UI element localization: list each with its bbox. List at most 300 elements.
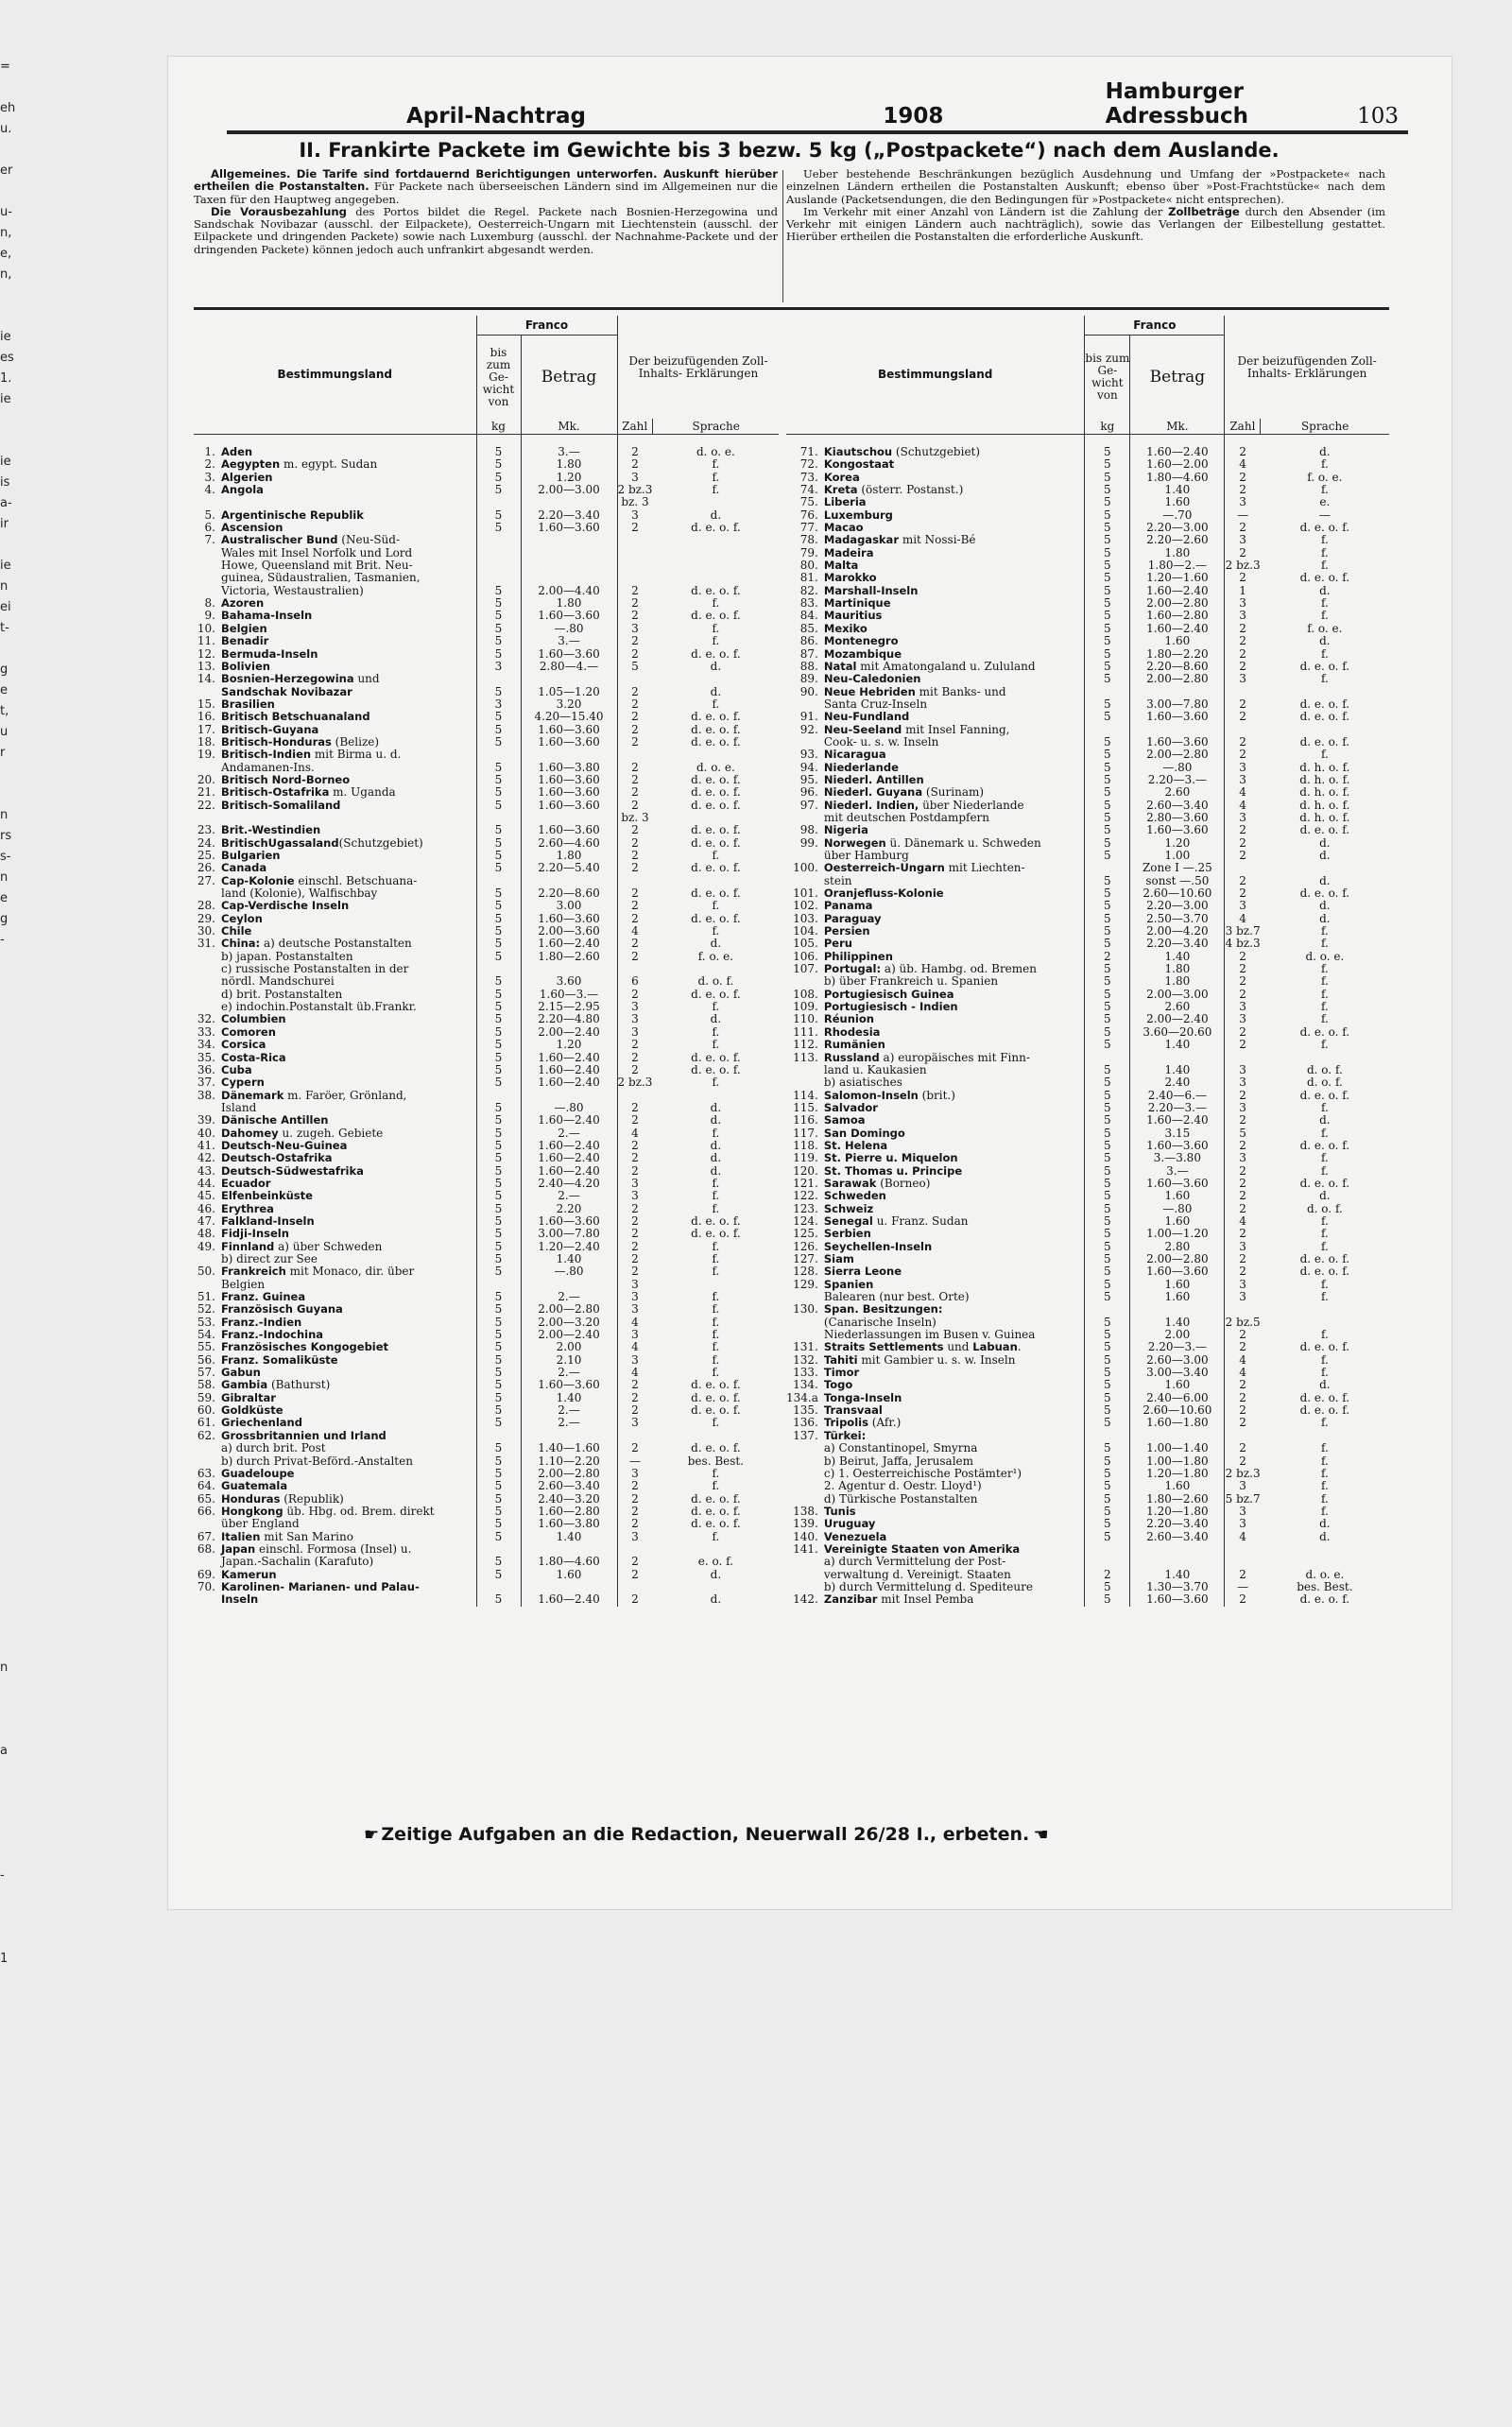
table-row [194,496,779,508]
amount-mk: 2.60—10.60 [1130,887,1225,900]
weight-kg: 5 [476,1367,521,1379]
table-row [194,1556,779,1568]
table-row [194,610,779,622]
amount-mk: 2.60—3.40 [521,1480,617,1492]
destination [219,1556,476,1568]
country-name: BritischUgassaland [221,835,339,850]
country-name: Marokko [823,571,877,585]
edge-fragment [0,2198,21,2219]
row-number: 56. [197,1352,215,1367]
weight-kg: 5 [1085,850,1130,862]
declaration-count: 2 [1239,1328,1246,1342]
weight-kg: 5 [476,585,521,597]
weight-kg [476,534,521,546]
country-name: Belgien [221,621,267,635]
row-number: 24. [197,835,215,850]
amount-mk: 1.60—3.60 [1130,736,1225,749]
table-row [786,1392,1389,1404]
edge-fragment [0,1616,21,1637]
declaration-count: 2 [631,911,639,925]
weight-kg: 5 [1085,975,1130,988]
country-detail: a) üb. Hambg. od. Bremen [881,962,1037,976]
declaration-language: d. e. o. f. [691,1050,741,1064]
declaration-count: 2 [631,1201,639,1215]
row-number: 95. [799,772,818,786]
declaration-language: d. e. o. f. [1299,1403,1350,1418]
declaration-count: 2 [1239,646,1246,661]
row-number: 13. [197,659,215,673]
declaration-count: 2 [1239,1340,1246,1354]
row-number: 92. [799,722,818,736]
amount-mk [521,749,617,761]
amount-mk: 1.60—2.40 [521,1152,617,1164]
table-row [194,989,779,1001]
row-number: 15. [197,697,215,711]
weight-kg: 5 [476,435,521,459]
country-name: Straits Settlements [823,1340,944,1354]
destination [822,800,1085,812]
declaration-count: 2 [631,1038,639,1052]
edge-fragment: n, [0,267,12,282]
declaration-count: 3 [1239,1290,1246,1304]
country-name: Senegal [823,1214,873,1228]
destination [219,749,476,761]
declaration-language: d. [1319,1517,1331,1531]
amount-mk: 2.00—3.60 [521,925,617,938]
country-name: Oranjefluss-Kolonie [823,886,944,901]
row-number [194,547,219,559]
table-row [194,1593,779,1606]
amount-mk: 1.40 [1130,951,1225,963]
amount-mk: 2.— [521,1404,617,1417]
destination [219,1531,476,1543]
country-name: Marshall-Inseln [823,583,919,597]
amount-mk: 1.60—2.80 [521,1506,617,1518]
intro-left-column [194,168,778,256]
country-detail: Victoria, Westaustralien) [221,583,364,597]
declaration-language: d. [710,1163,722,1178]
edge-fragment [0,2385,21,2406]
weight-kg [1085,686,1130,698]
destination [822,1127,1085,1140]
destination [822,1076,1085,1089]
declaration-language: f. [1320,1151,1329,1165]
country-name: Britisch Betschuanaland [221,710,370,724]
weight-kg: 5 [476,837,521,850]
row-number [194,1102,219,1114]
table-row [786,1001,1389,1013]
weight-kg: 5 [1085,1165,1130,1178]
destination [219,1303,476,1316]
weight-kg: 5 [476,458,521,471]
destination [822,1329,1085,1341]
country-detail: Andamanen-Ins. [221,760,315,774]
amount-mk: 1.60 [521,1569,617,1581]
edge-fragment [0,1429,21,1450]
country-detail: mit Banks- und [915,684,1006,698]
edge-fragment: n [0,579,9,594]
table-row [786,1203,1389,1215]
row-number [194,559,219,572]
declaration-language [1261,686,1389,698]
table-row [786,951,1389,963]
table-row [786,774,1389,786]
row-number: 85. [799,621,818,635]
row-number: 12. [197,646,215,661]
edge-fragment [0,306,21,327]
weight-kg: 5 [1085,1404,1130,1417]
country-name: Guadeloupe [221,1466,295,1480]
declaration-language: f. [712,1302,720,1317]
country-detail: 2. Agentur d. Oestr. Lloyd¹) [823,1479,982,1493]
weight-kg: 5 [1085,800,1130,812]
amount-mk: 1.60 [1130,1215,1225,1228]
edge-fragment [0,1845,21,1866]
declaration-count: 4 [1239,1529,1246,1543]
amount-mk [1130,686,1225,698]
country-name: Neu-Seeland [823,722,902,736]
country-name: Deutsch-Neu-Guinea [221,1138,348,1152]
declaration-language: f. [1320,987,1329,1001]
amount-mk: 2.20 [521,1203,617,1215]
country-detail: b) japan. Postanstalten [221,949,353,963]
destination [822,1455,1085,1468]
table-row [786,1165,1389,1178]
country-name: Togo [823,1378,853,1392]
weight-kg: 5 [1085,1468,1130,1480]
declaration-language: f. [1320,533,1329,547]
row-number [194,686,219,698]
country-detail: einschl. Betschuana- [294,873,418,887]
table-row [194,484,779,496]
destination [822,597,1085,610]
declaration-count: 2 [1239,571,1246,585]
destination [219,472,476,484]
table-row [194,1228,779,1240]
weight-kg: 5 [1085,572,1130,584]
declaration-count [617,963,652,975]
amount-mk: 2.50—3.70 [1130,913,1225,925]
table-row [194,1102,779,1114]
weight-kg: 3 [476,698,521,711]
header-bis-zum: bis zum Ge- wicht von [476,336,521,420]
intro-bold: Die Vorausbezahlung [211,204,347,218]
declaration-count: 2 [631,684,639,698]
declaration-count: 3 [631,1024,639,1039]
declaration-language: f. [1320,1227,1329,1241]
table-row [786,749,1389,761]
destination [822,749,1085,761]
destination [219,887,476,900]
running-head [227,79,1408,134]
edge-fragment: ie [0,330,11,344]
weight-kg: 5 [1085,1480,1130,1492]
amount-mk: 2.— [521,1291,617,1303]
destination [822,1392,1085,1404]
country-name: Japan [221,1541,256,1556]
row-number [786,1569,822,1581]
edge-fragment [0,1242,21,1263]
declaration-language: e. [1319,495,1331,509]
country-name: Französisch Guyana [221,1302,343,1317]
weight-kg: 5 [476,1265,521,1278]
declaration-language: f. [1320,1366,1329,1380]
declaration-language: f. [712,1126,720,1140]
declaration-count: 2 [631,823,639,837]
weight-kg: 5 [476,1518,521,1530]
declaration-count: 2 [631,760,639,774]
declaration-language [652,875,779,887]
destination [822,484,1085,496]
edge-fragment [0,1824,21,1845]
table-row [786,1303,1389,1316]
declaration-count: 2 [1239,962,1246,976]
declaration-language [652,1279,779,1291]
row-number: 78. [799,533,818,547]
header-bestimmungsland: Bestimmungsland [786,316,1085,435]
destination [822,610,1085,622]
row-number [194,951,219,963]
destination [822,1593,1085,1606]
country-detail: Island [221,1100,257,1114]
declaration-language: f. [712,1000,720,1014]
table-row [786,1531,1389,1543]
edge-fragment: g [0,912,9,926]
declaration-count: 2 [1239,823,1246,837]
destination [219,1329,476,1341]
destination [822,837,1085,850]
destination [219,724,476,736]
declaration-count: bz. 3 [621,810,649,824]
row-number: 60. [197,1403,215,1418]
table-row [194,1455,779,1468]
declaration-count [617,1430,652,1442]
table-body [194,435,779,1607]
weight-kg [476,1430,521,1442]
row-number: 118. [793,1138,818,1152]
amount-mk: 1.60—1.80 [1130,1417,1225,1429]
row-number: 142. [793,1592,818,1607]
destination [219,698,476,711]
declaration-count: 3 [631,1302,639,1317]
weight-kg: 5 [1085,1013,1130,1025]
row-number: 115. [793,1100,818,1114]
edge-fragment [0,1533,21,1554]
country-name: China: [221,937,261,951]
amount-mk [1130,1303,1225,1316]
country-name: Bulgarien [221,849,281,862]
weight-kg: 2 [1085,1569,1130,1581]
amount-mk: 1.60—3.80 [521,762,617,774]
edge-fragment: 1 [0,1952,9,1966]
country-name: Samoa [823,1113,866,1127]
row-number: 137. [793,1428,818,1442]
declaration-language: d. [710,659,722,673]
country-detail: Balearen (nur best. Orte) [823,1290,970,1304]
amount-mk: sonst —.50 [1130,875,1225,887]
country-detail: d) brit. Postanstalten [221,987,343,1001]
country-name: San Domingo [823,1126,905,1140]
table-row [194,648,779,661]
weight-kg: 5 [1085,673,1130,685]
declaration-count: 2 [631,710,639,724]
weight-kg: 5 [476,774,521,786]
declaration-language: d. e. o. f. [1299,521,1350,535]
declaration-count [617,534,652,546]
weight-kg: 5 [476,1253,521,1265]
table-row [194,875,779,887]
country-name: Argentinische Republik [221,508,364,522]
weight-kg: 5 [476,938,521,950]
declaration-count: 2 [1239,1189,1246,1203]
declaration-count [617,1543,652,1556]
declaration-count: 3 [631,1328,639,1342]
intro-paragraph [786,206,1385,244]
declaration-language: f. [1320,962,1329,976]
country-name: Britisch-Honduras [221,734,332,749]
country-name: Portugiesisch Guinea [823,987,954,1001]
row-number: 2. [204,457,215,472]
table-row [786,435,1389,459]
amount-mk: 2.00—2.80 [1130,597,1225,610]
destination [219,963,476,975]
declaration-language: d. h. o. f. [1299,772,1350,786]
destination [822,547,1085,559]
amount-mk: 1.60—2.40 [521,938,617,950]
country-name: Britisch-Ostafrika [221,785,330,800]
country-detail: (Surinam) [922,785,985,800]
country-name: Britisch Nord-Borneo [221,772,351,786]
weight-kg: 5 [1085,1392,1130,1404]
weight-kg: 5 [1085,812,1130,824]
row-number: 14. [197,672,215,686]
row-number: 105. [793,937,818,951]
edge-fragment [0,1699,21,1720]
table-row [194,686,779,698]
table-row [786,623,1389,635]
declaration-count: 2 [631,1504,639,1518]
weight-kg: 5 [1085,1581,1130,1593]
weight-kg [1085,862,1130,874]
destination [822,1341,1085,1353]
table-row [194,925,779,938]
country-name: St. Thomas u. Principe [823,1163,963,1178]
amount-mk [521,875,617,887]
country-name: Brasilien [221,697,275,711]
amount-mk: 2.60—10.60 [1130,1404,1225,1417]
weight-kg: 5 [476,824,521,836]
declaration-count: 5 [1239,1126,1246,1140]
amount-mk: 2.40—6.— [1130,1090,1225,1102]
declaration-language: f. [1320,937,1329,951]
edge-fragment [0,1678,21,1699]
declaration-language: f. [712,1479,720,1493]
table-row [786,786,1389,799]
destination [219,673,476,685]
weight-kg: 5 [476,1001,521,1013]
weight-kg: 5 [1085,458,1130,471]
row-number: 98. [799,823,818,837]
destination [219,458,476,471]
country-name: Gambia [221,1378,268,1392]
amount-mk: 2.40—3.20 [521,1493,617,1506]
amount-mk: 1.60—3.60 [521,648,617,661]
declaration-count: 6 [631,974,639,989]
row-number: 42. [197,1151,215,1165]
table-row [194,1039,779,1051]
declaration-count: 2 [1239,886,1246,901]
table-row [194,1279,779,1291]
weight-kg: 5 [1085,1593,1130,1606]
row-number [786,1480,822,1492]
declaration-language: f. [1320,974,1329,989]
declaration-count: 2 [1239,1592,1246,1607]
declaration-count: 3 [1239,810,1246,824]
country-name: Karolinen- Marianen- und Palau- [221,1579,420,1593]
destination [822,1178,1085,1190]
row-number: 131. [793,1340,818,1354]
row-number: 31. [197,937,215,951]
destination [822,559,1085,572]
weight-kg: 5 [476,1455,521,1468]
declaration-count: 2 [1239,470,1246,484]
table-row [194,547,779,559]
country-detail: (Bathurst) [267,1378,331,1392]
country-name: Kongostaat [823,457,895,472]
weight-kg: 2 [1085,951,1130,963]
country-detail: stein [823,873,852,887]
amount-mk: 2.20—3.— [1130,1102,1225,1114]
declaration-count: 2 [1239,483,1246,497]
table-row [194,435,779,459]
declaration-language [652,1581,779,1593]
amount-mk: 1.60—2.40 [1130,585,1225,597]
amount-mk: 1.60—2.40 [1130,623,1225,635]
weight-kg [476,1543,521,1556]
table-row [194,509,779,522]
table-row [786,1317,1389,1329]
declaration-count: 2 [1239,1378,1246,1392]
declaration-language: f. [712,1024,720,1039]
declaration-language: f. [712,1328,720,1342]
table-row [194,673,779,685]
weight-kg: 5 [476,711,521,723]
country-name: Mexiko [823,621,868,635]
weight-kg [476,559,521,572]
weight-kg: 5 [1085,496,1130,508]
edge-fragment: rs [0,829,12,843]
declaration-count [617,572,652,584]
row-number: 139. [793,1517,818,1531]
declaration-language: d. e. o. f. [691,823,741,837]
country-name: Brit.-Westindien [221,823,321,837]
row-number: 73. [799,470,818,484]
edge-fragment: u- [0,205,12,219]
declaration-language: d. h. o. f. [1299,785,1350,800]
declaration-language: f. [712,1176,720,1190]
destination [822,913,1085,925]
table-row [786,837,1389,850]
destination [822,1279,1085,1291]
table-row [786,458,1389,471]
declaration-language: f. [712,1239,720,1253]
weight-kg: 5 [476,800,521,812]
row-number [194,1593,219,1606]
amount-mk [521,547,617,559]
table-row [786,1506,1389,1518]
amount-mk: 1.20 [521,1039,617,1051]
destination [219,938,476,950]
